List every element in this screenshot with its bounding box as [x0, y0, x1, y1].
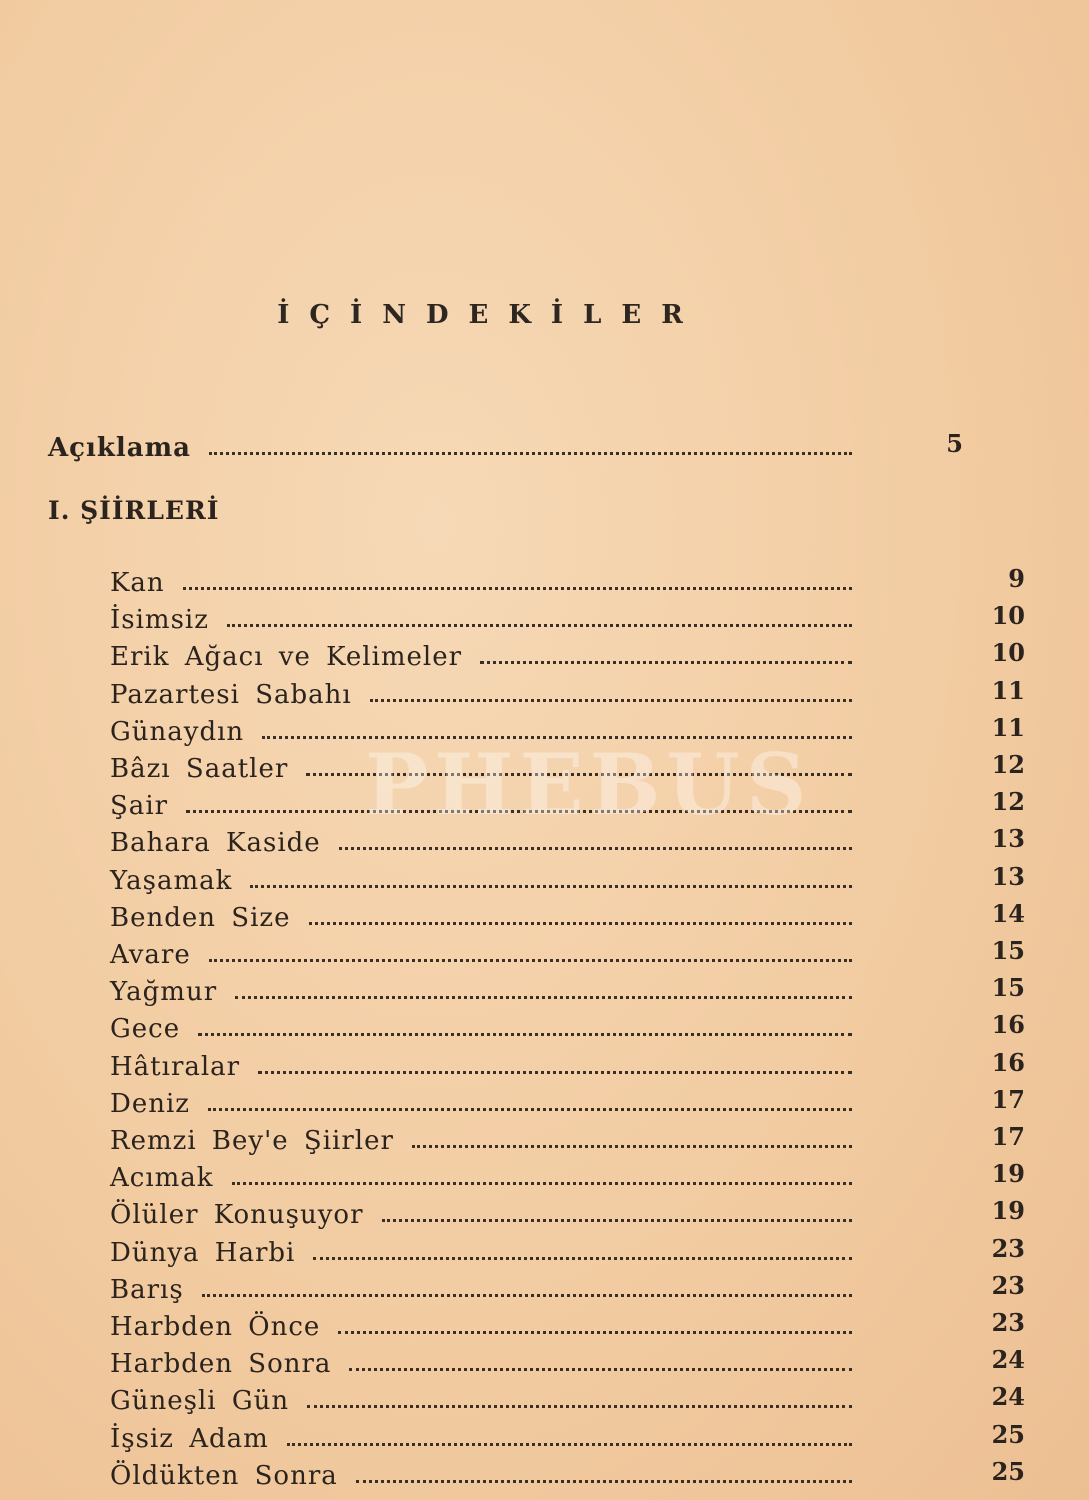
toc-page-number: 19 [991, 1159, 1025, 1189]
toc-entry-row [110, 560, 1089, 598]
dot-leader [202, 1294, 852, 1297]
toc-page-number: 11 [991, 675, 1025, 705]
page-title: İÇİNDEKİLER [277, 300, 703, 330]
toc-entry-label: Benden Size [110, 902, 291, 933]
toc-page-number: 16 [991, 1010, 1025, 1040]
dot-leader [198, 1033, 852, 1036]
dot-leader [339, 847, 852, 850]
toc-page-number: 11 [991, 712, 1025, 742]
toc-entry-label: Yaşamak [110, 865, 233, 896]
toc-page-number: 15 [991, 973, 1025, 1003]
toc-page-number: 23 [991, 1233, 1025, 1263]
toc-entry-row [110, 1378, 1089, 1416]
dot-leader [349, 1368, 852, 1371]
dot-leader [258, 1071, 852, 1074]
toc-entry-label: İsimsiz [110, 605, 209, 636]
toc-entry-row [110, 1118, 1089, 1156]
toc-page-number: 10 [991, 638, 1025, 668]
toc-entry-label: Açıklama [48, 433, 191, 463]
dot-leader [370, 699, 852, 702]
dot-leader [306, 773, 852, 776]
toc-page-number: 13 [991, 861, 1025, 891]
toc-entry-row [110, 597, 1089, 635]
toc-intro-row [48, 425, 1089, 463]
toc-entry-row [110, 1044, 1089, 1082]
toc-page-number: 12 [991, 787, 1025, 817]
dot-leader [382, 1219, 853, 1222]
toc-entry-label: Remzi Bey'e Şiirler [110, 1126, 394, 1156]
toc-entry-label: İşsiz Adam [110, 1423, 269, 1454]
toc-entry-label: Erik Ağacı ve Kelimeler [110, 642, 463, 673]
toc-page-number: 16 [991, 1047, 1025, 1077]
toc-entry-row [110, 1453, 1089, 1491]
dot-leader [227, 624, 852, 627]
toc-entry-row [110, 932, 1089, 970]
toc-page-number: 17 [991, 1122, 1025, 1151]
toc-page-number: 5 [946, 429, 963, 458]
toc-entry-label: Avare [110, 940, 191, 970]
dot-leader [232, 1182, 852, 1185]
dot-leader [209, 452, 852, 455]
toc-entry-label: Acımak [110, 1163, 214, 1194]
toc-entry-label: Şair [110, 791, 169, 822]
section-heading: I. ŞİİRLERİ [48, 496, 220, 525]
toc-entry-label: Öldükten Sonra [110, 1460, 338, 1491]
dot-leader [313, 1257, 852, 1260]
toc-entry-row [110, 820, 1089, 858]
dot-leader [412, 1145, 852, 1148]
toc-entry-row [110, 1230, 1089, 1268]
toc-page-number: 23 [991, 1270, 1025, 1300]
toc-page-number: 23 [991, 1308, 1025, 1337]
toc-entry-row [110, 1304, 1089, 1342]
dot-leader [186, 810, 852, 813]
toc-entry-label: Pazartesi Sabahı [110, 679, 352, 710]
toc-entry-row [110, 1267, 1089, 1305]
toc-entry-label: Dünya Harbi [110, 1237, 296, 1268]
toc-entry-label: Günaydın [110, 716, 245, 747]
dot-leader [480, 661, 852, 664]
toc-page-number: 24 [991, 1382, 1025, 1412]
toc-entry-label: Harbden Önce [110, 1312, 321, 1342]
dot-leader [309, 922, 853, 925]
toc-entry-label: Yağmur [110, 977, 218, 1008]
dot-leader [250, 885, 852, 888]
toc-page-number: 25 [991, 1456, 1025, 1486]
dot-leader [307, 1405, 852, 1408]
toc-page-number: 24 [991, 1345, 1025, 1375]
toc-entry-row [110, 1155, 1089, 1193]
toc-entry-row [110, 1416, 1089, 1454]
dot-leader [262, 736, 852, 739]
toc-entry-label: Harbden Sonra [110, 1349, 332, 1380]
toc-entry-label: Barış [110, 1274, 184, 1305]
dot-leader [338, 1331, 852, 1334]
watermark: PHEBUS [365, 735, 813, 834]
toc-entry-label: Bâzı Saatler [110, 754, 289, 784]
dot-leader [183, 587, 852, 590]
toc-page-number: 15 [991, 936, 1025, 965]
toc-page-number: 9 [1008, 564, 1025, 593]
toc-page-number: 25 [991, 1419, 1025, 1449]
dot-leader [209, 959, 852, 962]
toc-entry-label: Gece [110, 1014, 181, 1045]
toc-page-number: 13 [991, 824, 1025, 854]
toc-entry-label: Bahara Kaside [110, 828, 321, 859]
toc-page-number: 19 [991, 1196, 1025, 1226]
toc-entry-row [110, 1192, 1089, 1230]
toc-entry-label: Güneşli Gün [110, 1386, 290, 1417]
toc-entry-row [110, 858, 1089, 896]
toc-page-number: 12 [991, 750, 1025, 779]
dot-leader [287, 1443, 852, 1446]
dot-leader [356, 1480, 852, 1483]
toc-entry-row [110, 634, 1089, 672]
toc-entry-label: Deniz [110, 1088, 190, 1119]
toc-entry-row [110, 1341, 1089, 1379]
toc-entry-row [110, 895, 1089, 933]
toc-entry-row [110, 969, 1089, 1007]
toc-entry-row [110, 746, 1089, 784]
dot-leader [235, 996, 852, 999]
toc-page-number: 10 [991, 601, 1025, 631]
toc-entry-row [110, 1081, 1089, 1119]
toc-entry-label: Kan [110, 568, 165, 598]
toc-entry-label: Ölüler Konuşuyor [110, 1200, 364, 1231]
toc-entry-label: Hâtıralar [110, 1051, 241, 1082]
toc-entry-row [110, 709, 1089, 747]
toc-page-number: 14 [991, 898, 1025, 928]
toc-entry-row [110, 672, 1089, 710]
toc-page-number: 17 [991, 1084, 1025, 1114]
toc-entry-row [110, 1006, 1089, 1044]
dot-leader [208, 1108, 852, 1111]
toc-entry-row [110, 783, 1089, 821]
